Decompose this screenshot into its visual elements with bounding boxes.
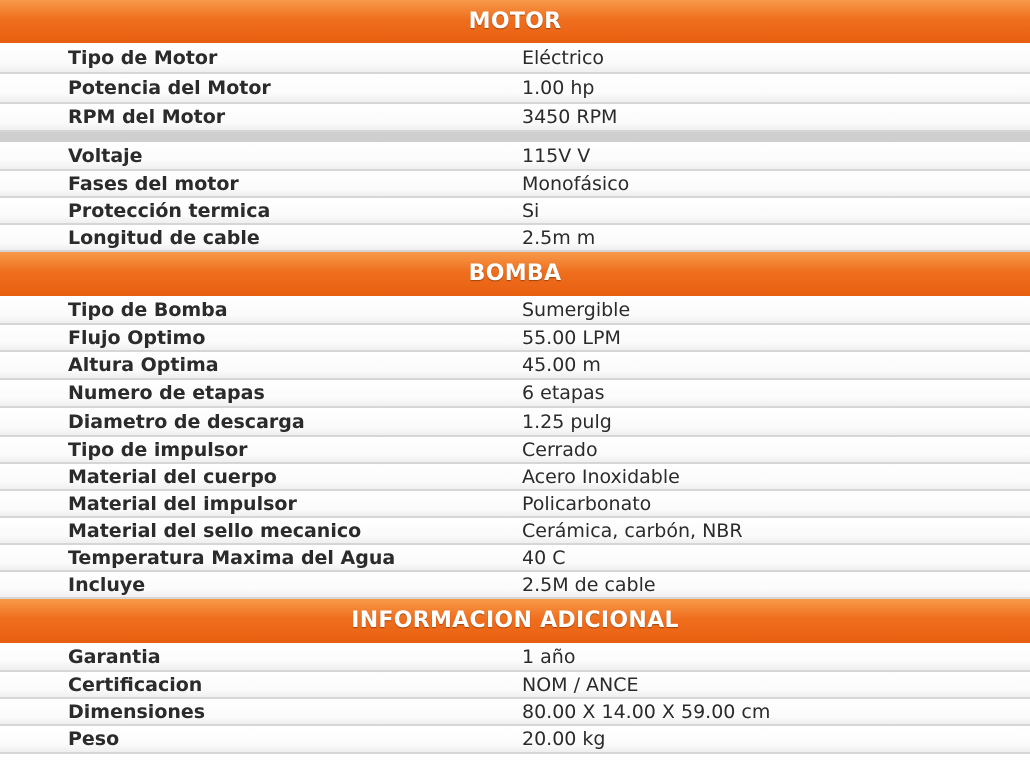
spec-label: Protección termica <box>68 199 271 222</box>
spec-row-numero-etapas <box>0 380 1030 408</box>
spec-value: NOM / ANCE <box>522 673 639 696</box>
spec-label: Garantia <box>68 645 161 668</box>
spec-label: Tipo de Motor <box>68 46 218 69</box>
spec-label: Peso <box>68 728 120 750</box>
spec-row-potencia-motor <box>0 74 1030 104</box>
spec-row-material-impulsor <box>0 491 1030 518</box>
spec-label: RPM del Motor <box>68 106 226 128</box>
spec-value: Monofásico <box>522 172 630 195</box>
spec-row-certificacion <box>0 672 1030 699</box>
spec-label: Flujo Optimo <box>68 326 206 349</box>
spec-row-tipo-bomba <box>0 296 1030 325</box>
spec-value: 2.5M de cable <box>522 573 656 596</box>
spec-row-tipo-motor <box>0 43 1030 74</box>
spec-row-voltaje <box>0 142 1030 171</box>
spec-row-rpm-motor <box>0 104 1030 132</box>
spec-value: 45.00 m <box>522 354 601 376</box>
section-header-informacion-adicional: INFORMACION ADICIONAL <box>0 599 1030 643</box>
spec-row-temperatura-maxima <box>0 545 1030 572</box>
section-header-bomba: BOMBA <box>0 252 1030 296</box>
spec-value: 80.00 X 14.00 X 59.00 cm <box>522 700 771 723</box>
spec-value: Acero Inoxidable <box>522 465 680 488</box>
spec-row-diametro-descarga <box>0 408 1030 437</box>
spec-value: 2.5m m <box>522 226 596 249</box>
spec-label: Altura Optima <box>68 354 219 376</box>
spec-label: Material del impulsor <box>68 492 297 515</box>
spec-value: Cerámica, carbón, NBR <box>522 519 743 542</box>
spec-label: Material del cuerpo <box>68 465 277 488</box>
spec-row-flujo-optimo <box>0 325 1030 352</box>
spec-label: Material del sello mecanico <box>68 519 362 542</box>
spec-row-tipo-impulsor <box>0 437 1030 464</box>
spec-value: 1.00 hp <box>522 77 595 99</box>
spec-label: Certificacion <box>68 673 203 696</box>
spec-value: 1 año <box>522 645 576 668</box>
spec-value: 115V V <box>522 144 591 167</box>
spec-value: Cerrado <box>522 438 598 461</box>
spec-row-proteccion-termica <box>0 198 1030 225</box>
spec-label: Incluye <box>68 573 146 596</box>
spec-label: Temperatura Maxima del Agua <box>68 546 396 569</box>
spec-value: 20.00 kg <box>522 728 606 750</box>
spec-value: 55.00 LPM <box>522 326 621 349</box>
spec-label: Longitud de cable <box>68 226 260 249</box>
spec-label: Numero de etapas <box>68 382 265 404</box>
section-header-motor: MOTOR <box>0 0 1030 43</box>
spec-value: 40 C <box>522 546 566 569</box>
spec-row-peso <box>0 726 1030 754</box>
spec-row-incluye <box>0 572 1030 599</box>
spec-row-material-cuerpo <box>0 464 1030 491</box>
spec-label: Voltaje <box>68 144 143 167</box>
spec-row-dimensiones <box>0 699 1030 726</box>
spec-row-garantia <box>0 643 1030 672</box>
spec-label: Tipo de Bomba <box>68 298 228 321</box>
spec-row-material-sello <box>0 518 1030 545</box>
spec-label: Fases del motor <box>68 172 239 195</box>
spec-label: Diametro de descarga <box>68 410 305 433</box>
spec-value: Si <box>522 199 540 222</box>
spec-value: Eléctrico <box>522 46 605 69</box>
spec-label: Tipo de impulsor <box>68 438 248 461</box>
spec-label: Dimensiones <box>68 700 206 723</box>
spec-row-fases-motor <box>0 171 1030 198</box>
spec-row-altura-optima <box>0 352 1030 380</box>
spec-row-longitud-cable <box>0 225 1030 252</box>
spec-value: 1.25 pulg <box>522 410 612 433</box>
spec-value: 3450 RPM <box>522 106 618 128</box>
row-separator <box>0 132 1030 142</box>
spec-value: 6 etapas <box>522 382 605 404</box>
spec-value: Sumergible <box>522 298 631 321</box>
spec-label: Potencia del Motor <box>68 77 271 99</box>
spec-value: Policarbonato <box>522 492 652 515</box>
